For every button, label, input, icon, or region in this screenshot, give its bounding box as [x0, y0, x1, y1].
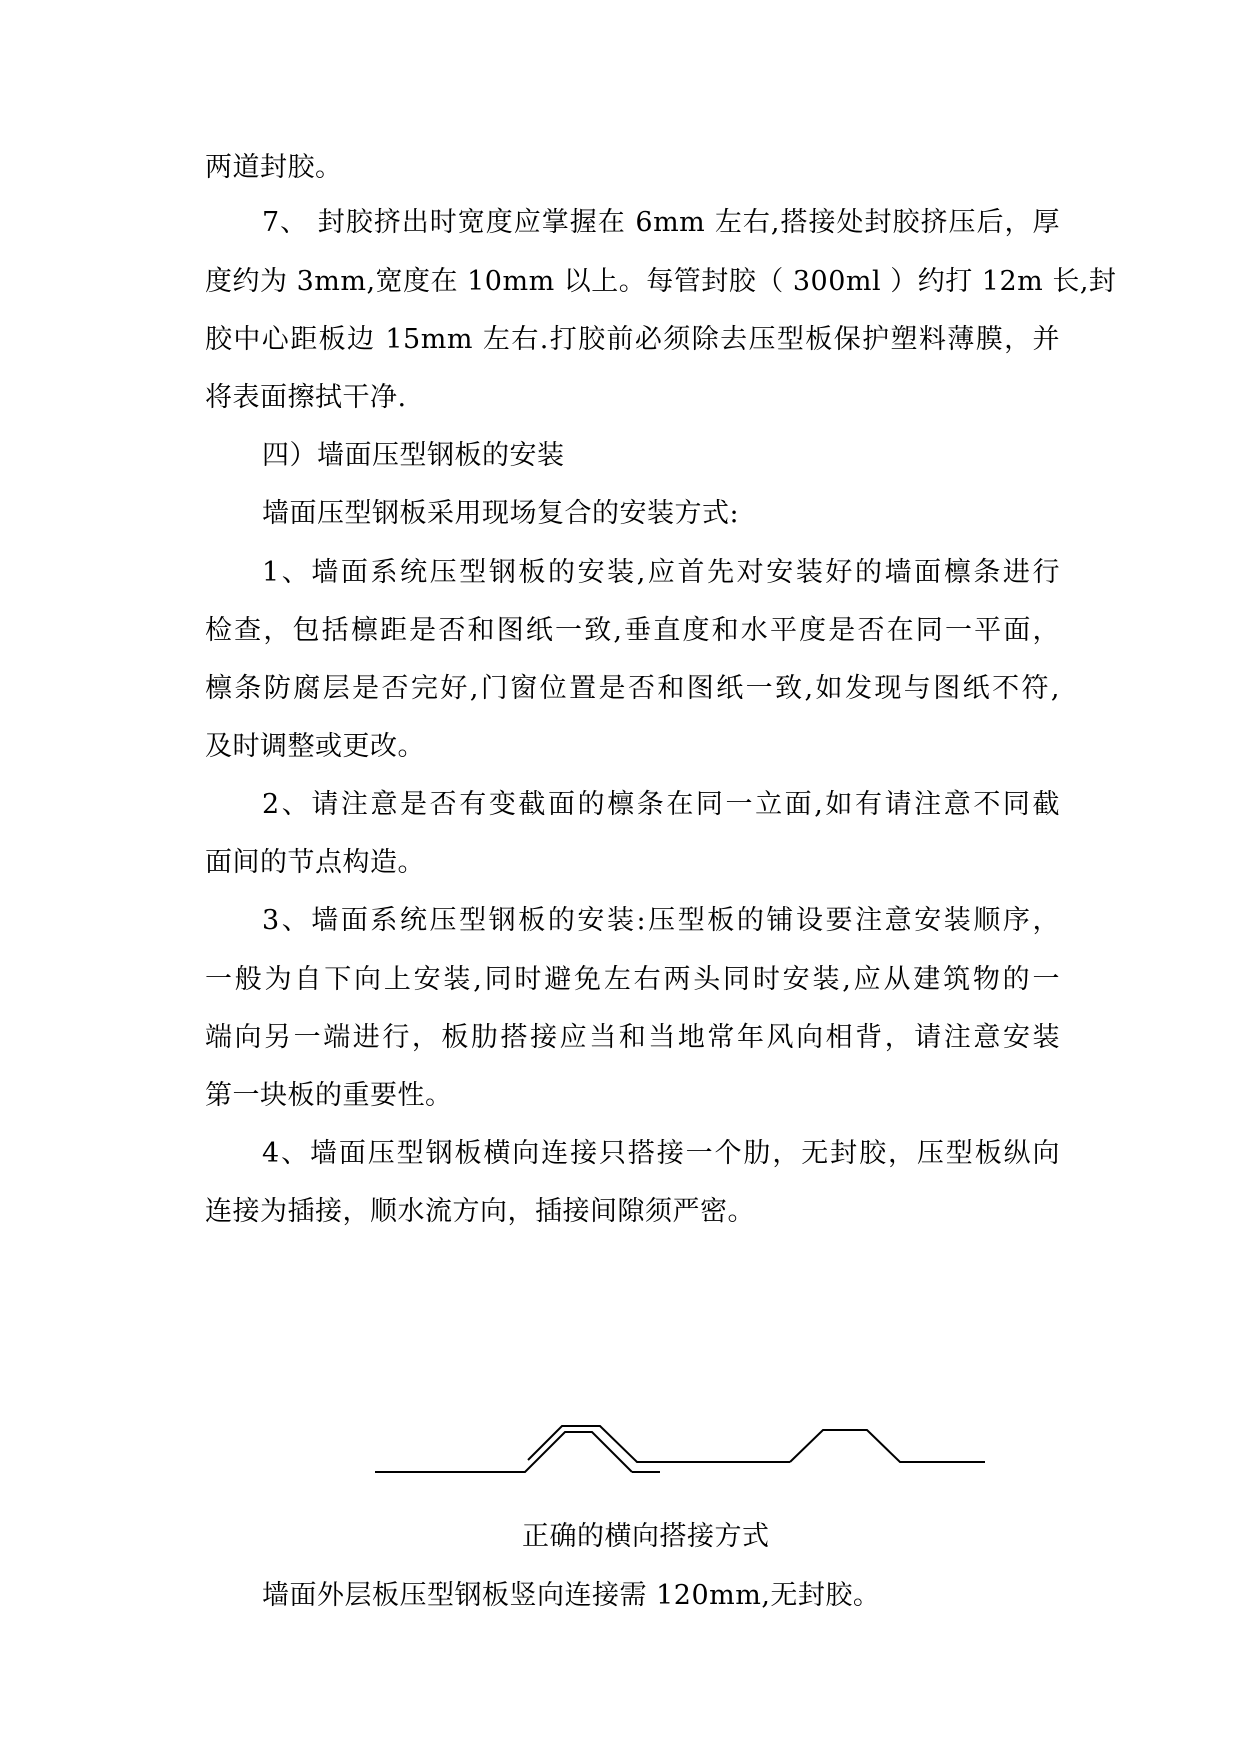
text-line: 两道封胶。 — [205, 152, 343, 183]
text-line: 面间的节点构造。 — [205, 847, 425, 878]
text-line: 四）墙面压型钢板的安装 — [262, 440, 565, 471]
text-line: 3、墙面系统压型钢板的安装:压型板的铺设要注意安装顺序， — [262, 905, 1060, 936]
text-line: 7、 封胶挤出时宽度应掌握在 6mm 左右,搭接处封胶挤压后，厚 — [262, 207, 1060, 238]
text-line: 墙面外层板压型钢板竖向连接需 120mm,无封胶。 — [262, 1580, 881, 1611]
text-line: 2、请注意是否有变截面的檩条在同一立面,如有请注意不同截 — [262, 789, 1060, 820]
text-line: 檩条防腐层是否完好,门窗位置是否和图纸一致,如发现与图纸不符, — [205, 673, 1060, 704]
text-line: 及时调整或更改。 — [205, 731, 425, 762]
caption-text: 正确的横向搭接方式 — [522, 1521, 770, 1552]
text-line: 度约为 3mm,宽度在 10mm 以上。每管封胶（ 300ml ）约打 12m 长,封 — [205, 266, 1117, 297]
upper-sheet-second-rib — [790, 1430, 985, 1462]
text-line: 一般为自下向上安装,同时避免左右两头同时安装,应从建筑物的一 — [205, 964, 1060, 995]
text-line: 墙面压型钢板采用现场复合的安装方式: — [262, 498, 740, 529]
text-line: 4、墙面压型钢板横向连接只搭接一个肋，无封胶，压型板纵向 — [262, 1138, 1060, 1169]
text-line: 第一块板的重要性。 — [205, 1080, 453, 1111]
lap-joint-diagram — [370, 1410, 1000, 1500]
text-line: 端向另一端进行，板肋搭接应当和当地常年风向相背，请注意安装 — [205, 1022, 1060, 1053]
text-line: 连接为插接，顺水流方向，插接间隙须严密。 — [205, 1196, 755, 1227]
lower-sheet-profile — [375, 1432, 632, 1472]
text-line: 检查，包括檩距是否和图纸一致,垂直度和水平度是否在同一平面， — [205, 615, 1060, 646]
text-line: 1、墙面系统压型钢板的安装,应首先对安装好的墙面檩条进行 — [262, 557, 1060, 588]
text-line: 胶中心距板边 15mm 左右.打胶前必须除去压型板保护塑料薄膜，并 — [205, 324, 1060, 355]
text-line: 将表面擦拭干净. — [205, 382, 407, 413]
